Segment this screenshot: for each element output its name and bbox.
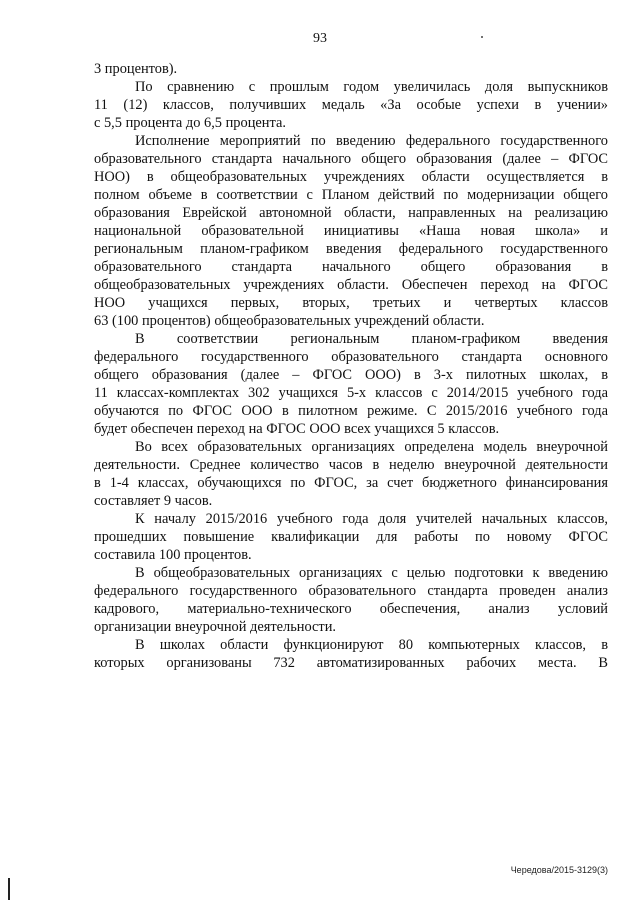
page-number: 93 xyxy=(313,31,327,46)
text-line: НОО) в общеобразовательных учреждениях области осуществляется в xyxy=(94,169,608,185)
text-line: будет обеспечен переход на ФГОС ООО всех учащихся 5 классов. xyxy=(94,421,500,437)
text-line: полном объеме в соответствии с Планом действий по модернизации общего xyxy=(94,187,608,203)
scan-speck xyxy=(481,36,483,38)
text-line: 3 процентов). xyxy=(94,61,178,77)
text-line: общего образования (далее – ФГОС ООО) в 3-х пилотных школах, в xyxy=(94,367,608,383)
text-line: в 1-4 классах, обучающихся по ФГОС, за счет бюджетного финансирования xyxy=(94,475,608,491)
text-line: образовательного стандарта начального общего образования (далее – ФГОС xyxy=(94,151,608,167)
text-line: составляет 9 часов. xyxy=(94,493,213,509)
text-line: 11 (12) классов, получивших медаль «За особые успехи в учении» xyxy=(94,97,608,113)
text-line: с 5,5 процента до 6,5 процента. xyxy=(94,115,286,131)
text-line: общеобразовательных учреждениях области. Обеспечен переход на ФГОС xyxy=(94,277,608,293)
text-line: В общеобразовательных организациях с целью подготовки к введению xyxy=(135,565,608,581)
text-line: региональным планом-графиком введения федерального государственного xyxy=(94,241,608,257)
text-line: федерального государственного образовательного стандарта основного xyxy=(94,349,608,365)
text-line: образовательного стандарта начального общего образования в xyxy=(94,259,608,275)
text-line: К началу 2015/2016 учебного года доля учителей начальных классов, xyxy=(135,511,608,527)
text-line: 63 (100 процентов) общеобразовательных учреждений области. xyxy=(94,313,485,329)
text-line: федерального государственного образовательного стандарта проведен анализ xyxy=(94,583,608,599)
text-line: По сравнению с прошлым годом увеличилась доля выпускников xyxy=(135,79,608,95)
scan-margin-mark xyxy=(8,878,10,900)
document-code: Чередова/2015-3129(3) xyxy=(510,865,608,875)
text-line: образования Еврейской автономной области, направленных на реализацию xyxy=(94,205,608,221)
text-line: В соответствии региональным планом-графиком введения xyxy=(135,331,608,347)
text-line: кадрового, материально-технического обеспечения, анализ условий xyxy=(94,601,608,617)
text-line: Исполнение мероприятий по введению федерального государственного xyxy=(135,133,608,149)
text-line: которых организованы 732 автоматизированных рабочих места. В xyxy=(94,655,608,671)
text-line: В школах области функционируют 80 компьютерных классов, в xyxy=(135,637,608,653)
text-line: деятельности. Среднее количество часов в неделю внеурочной деятельности xyxy=(94,457,608,473)
text-line: прошедших повышение квалификации для работы по новому ФГОС xyxy=(94,529,608,545)
text-line: организации внеурочной деятельности. xyxy=(94,619,337,635)
text-line: национальной образовательной инициативы «Наша новая школа» и xyxy=(94,223,608,239)
text-line: НОО учащихся первых, вторых, третьих и четвертых классов xyxy=(94,295,608,311)
body-text xyxy=(94,60,608,672)
text-line: Во всех образовательных организациях определена модель внеурочной xyxy=(135,439,608,455)
text-line: составила 100 процентов. xyxy=(94,547,252,563)
text-line: обучаются по ФГОС ООО в пилотном режиме. С 2015/2016 учебного года xyxy=(94,403,608,419)
text-line: 11 классах-комплектах 302 учащихся 5-х классов с 2014/2015 учебного года xyxy=(94,385,608,401)
